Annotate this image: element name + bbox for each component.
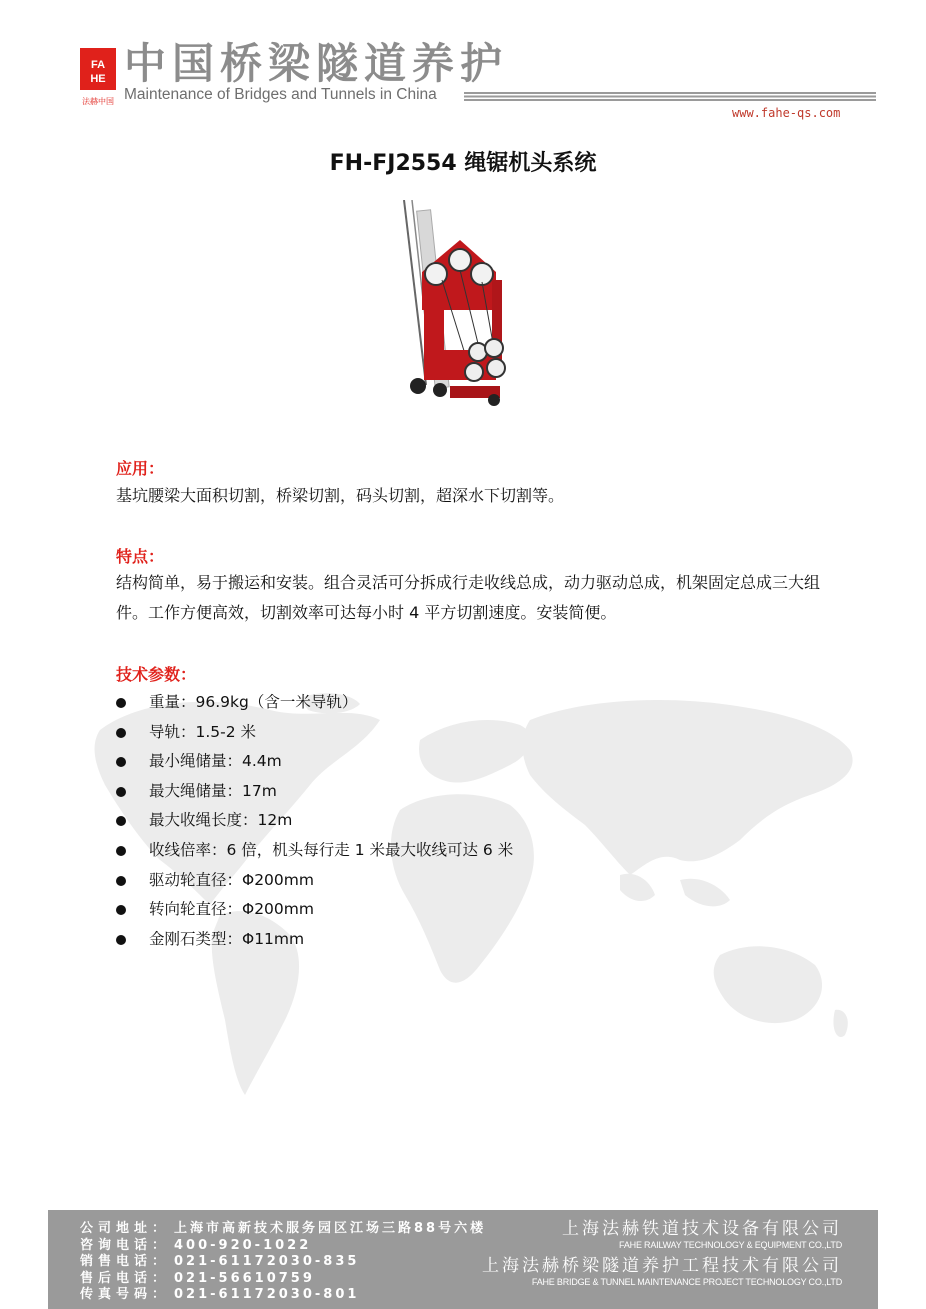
list-item: 转向轮直径：Φ200mm	[116, 895, 856, 925]
application-heading: 应用：	[116, 459, 165, 478]
company2-name-cn: 上海法赫桥梁隧道养护工程技术有限公司	[482, 1256, 842, 1276]
specs-list	[116, 688, 856, 954]
svg-text:HE: HE	[90, 73, 106, 85]
features-heading: 特点：	[116, 547, 165, 566]
list-item: 导轨：1.5-2 米	[116, 718, 856, 748]
bullet-icon	[116, 816, 126, 826]
list-item: 最小绳储量：4.4m	[116, 747, 856, 777]
fahe-logo-icon	[78, 44, 118, 108]
contact-service-phone: 售后电话： 021-56610759	[80, 1270, 315, 1286]
footer-companies	[482, 1220, 842, 1288]
bullet-icon	[116, 698, 126, 708]
contact-sales-phone: 销售电话： 021-61172030-835	[80, 1254, 360, 1269]
header-rule	[464, 92, 876, 101]
wire-saw-machine-image	[396, 200, 526, 412]
list-item: 重量：96.9kg（含一米导轨）	[116, 688, 856, 718]
bullet-icon	[116, 787, 126, 797]
page-title: FH-FJ2554 绳锯机头系统	[329, 151, 597, 176]
company1-name-cn: 上海法赫铁道技术设备有限公司	[562, 1219, 842, 1239]
svg-text:FA: FA	[90, 59, 106, 71]
list-item: 驱动轮直径：Φ200mm	[116, 866, 856, 896]
list-item: 金刚石类型：Φ11mm	[116, 925, 856, 955]
bullet-icon	[116, 876, 126, 886]
bullet-icon	[116, 905, 126, 915]
features-text: 结构简单，易于搬运和安装。组合灵活可分拆成行走收线总成，动力驱动总成，机架固定总成三大组件。工作方便高效，切割效率可达每小时 4 平方切割速度。安装简便。	[116, 573, 821, 622]
list-item: 收线倍率：6 倍，机头每行走 1 米最大收线可达 6 米	[116, 836, 856, 866]
company2-name-en: FAHE BRIDGE & TUNNEL MAINTENANCE PROJECT TECHNOLOGY CO.,LTD	[531, 1277, 842, 1287]
brand-english-name: Maintenance of Bridges and Tunnels in China	[124, 86, 437, 103]
website-url[interactable]: www.fahe-qs.com	[732, 106, 841, 120]
contact-inquiry-phone: 咨询电话： 400-920-1022	[80, 1237, 312, 1253]
bullet-icon	[116, 846, 126, 856]
bullet-icon	[116, 935, 126, 945]
svg-text:法赫中国: 法赫中国	[82, 97, 114, 106]
application-text: 基坑腰梁大面积切割，桥梁切割，码头切割，超深水下切割等。	[116, 486, 565, 505]
contact-fax: 传真号码： 021-61172030-801	[80, 1287, 360, 1302]
footer-contacts	[80, 1221, 486, 1304]
brand-chinese-name: 中国桥梁隧道养护	[124, 39, 509, 88]
list-item: 最大绳储量：17m	[116, 777, 856, 807]
company1-name-en: FAHE RAILWAY TECHNOLOGY & EQUIPMENT CO.,LTD	[619, 1240, 842, 1250]
list-item: 最大收绳长度：12m	[116, 806, 856, 836]
contact-address: 公司地址： 上海市高新技术服务园区江场三路88号六楼	[80, 1221, 487, 1236]
bullet-icon	[116, 728, 126, 738]
specs-heading: 技术参数：	[116, 665, 197, 684]
bullet-icon	[116, 757, 126, 767]
